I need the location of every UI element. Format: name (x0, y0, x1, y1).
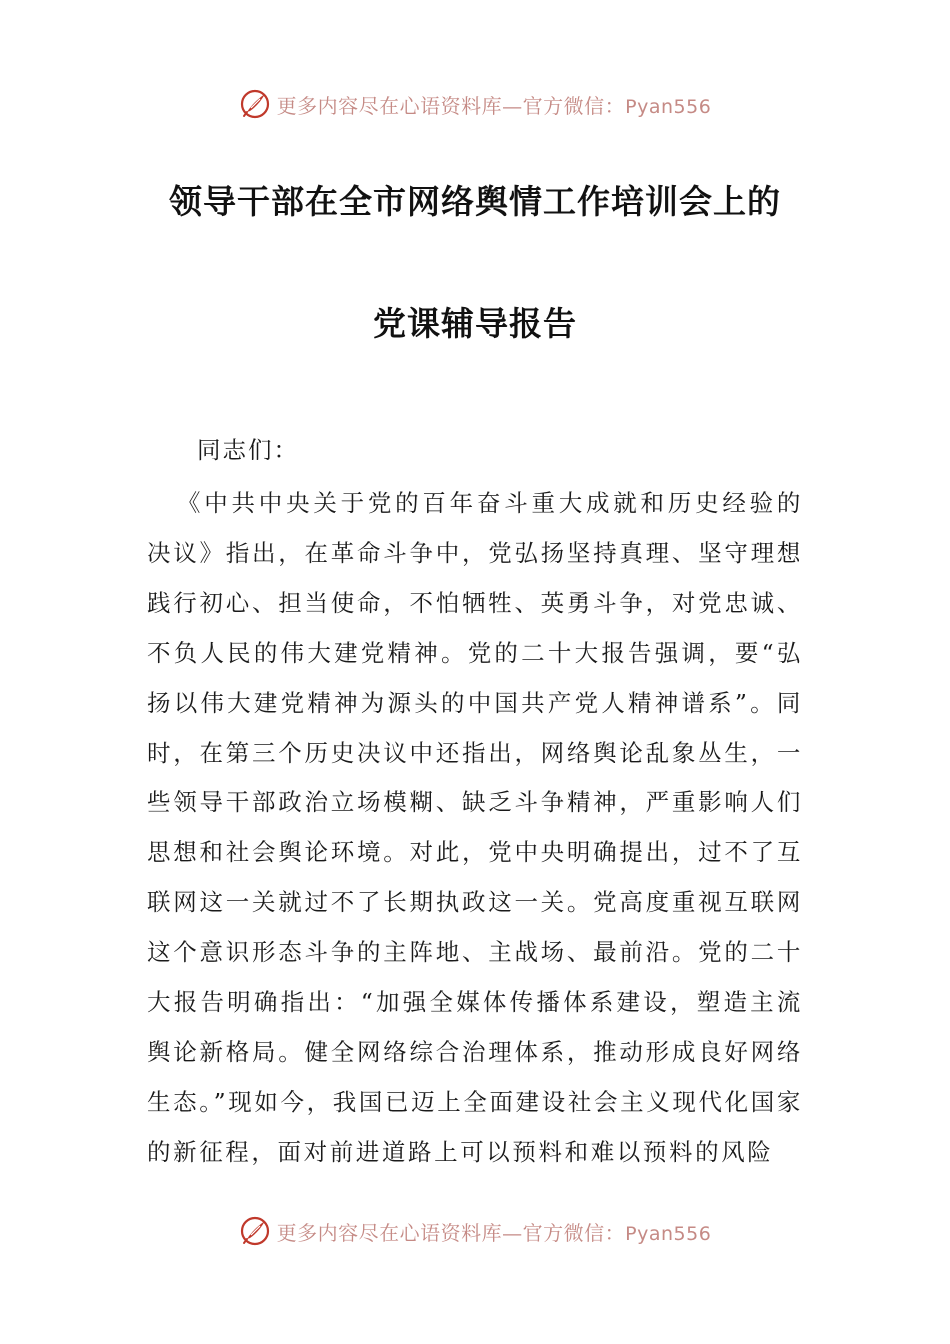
quill-pen-icon (239, 88, 271, 120)
watermark-text: 更多内容尽在心语资料库—官方微信：Pyan556 (276, 1220, 712, 1245)
watermark-footer (0, 1211, 950, 1251)
document-title-line-1: 领导干部在全市网络舆情工作培训会上的 (169, 182, 781, 221)
watermark-text: 更多内容尽在心语资料库—官方微信：Pyan556 (276, 93, 712, 118)
quill-pen-icon (239, 1215, 271, 1247)
greeting: 同志们： (197, 436, 299, 464)
document-title-line-2: 党课辅导报告 (373, 304, 577, 343)
body-paragraph: 《中共中央关于党的百年奋斗重大成就和历史经验的决议》指出，在革命斗争中，党弘扬坚持真理、坚守理想践行初心、担当使命，不怕牺牲、英勇斗争，对党忠诚、不负人民的伟大建党精神。党的二十大报告强调，要“弘扬以伟大建党精神为源头的中国共产党人精神谱系”。同时，在第三个历史决议中还指出，网络舆论乱象丛生，一些领导干部政治立场模糊、缺乏斗争精神，严重影响人们思想和社会舆论环境。对此，党中央明确提出，过不了互联网这一关就过不了长期执政这一关。党高度重视互联网这个意识形态斗争的主阵地、主战场、最前沿。党的二十大报告明确指出：“加强全媒体传播体系建设，塑造主流舆论新格局。健全网络综合治理体系，推动形成良好网络生态。”现如今，我国已迈上全面建设社会主义现代化国家的新征程，面对前进道路上可以预料和难以预料的风险 (147, 489, 803, 1166)
watermark-header (0, 84, 950, 124)
